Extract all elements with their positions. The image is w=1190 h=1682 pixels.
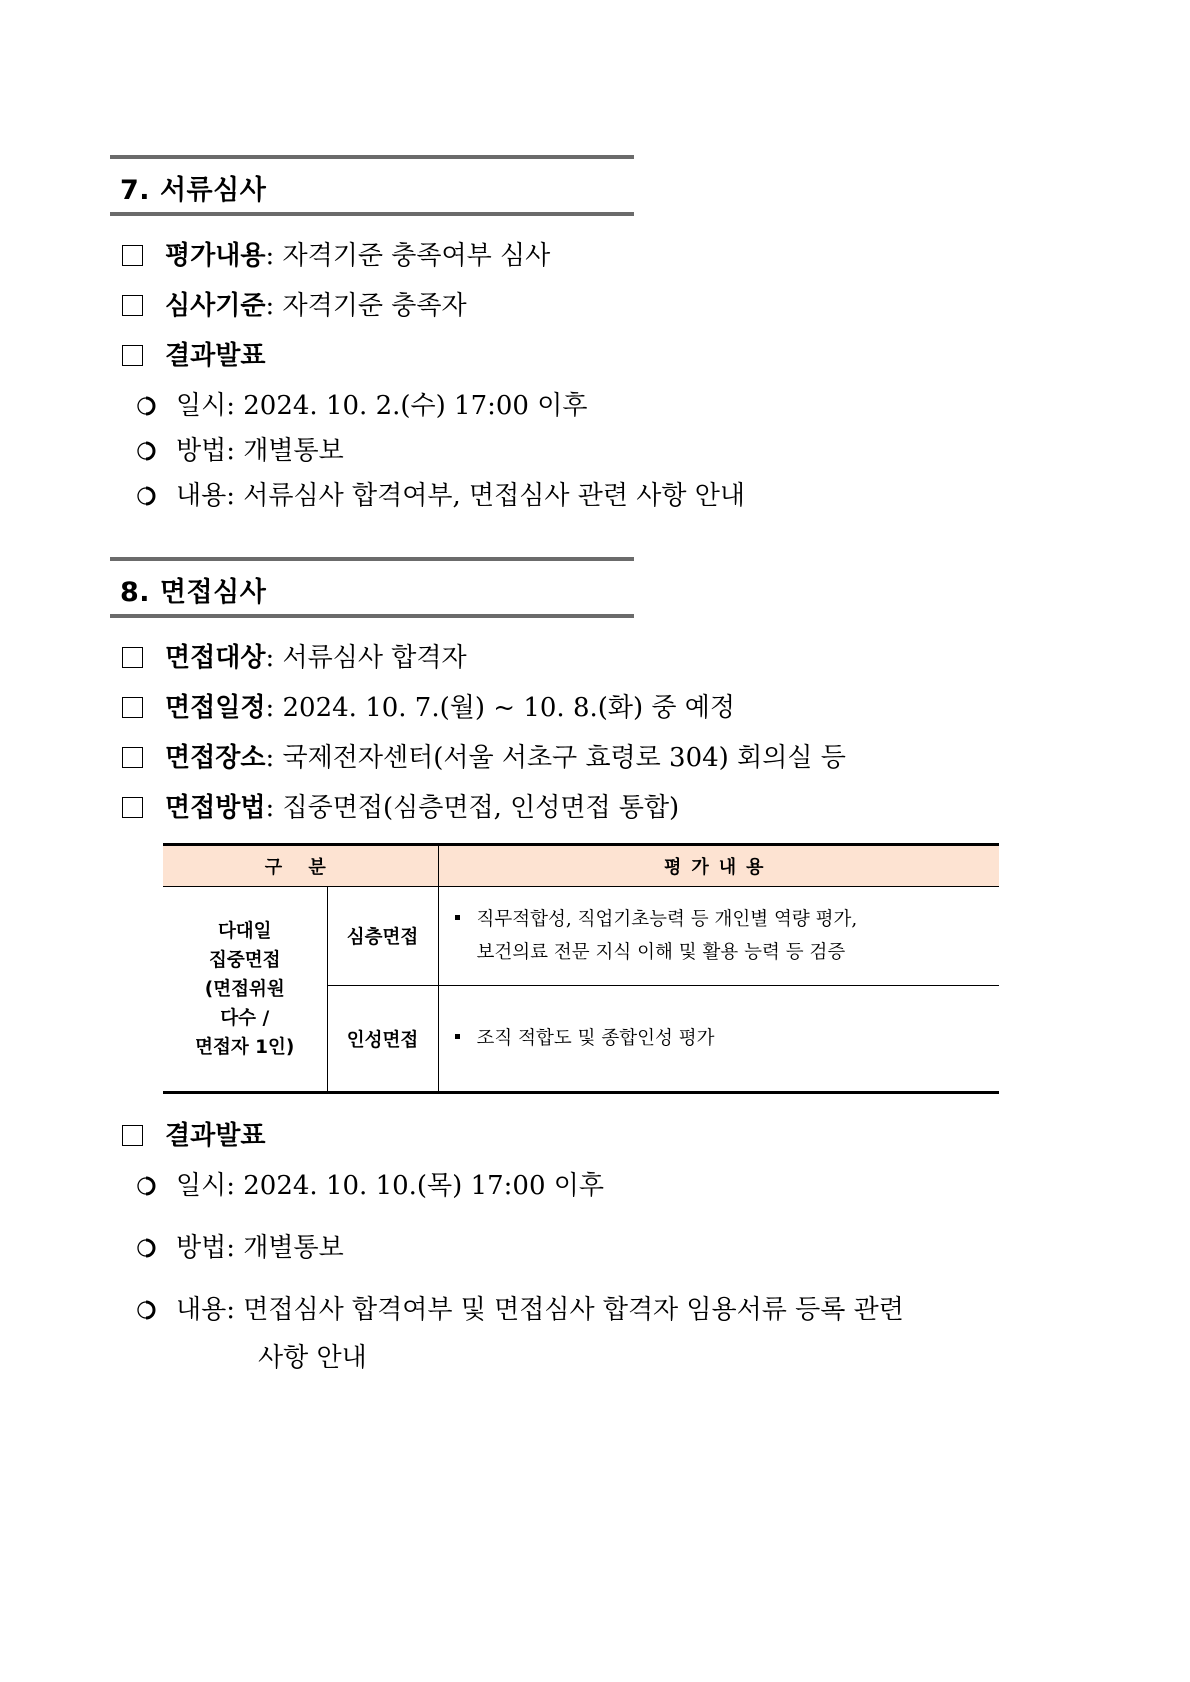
result-heading: 결과발표 xyxy=(122,1120,265,1152)
result-item: 내용: 면접심사 합격여부 및 면접심사 합격자 임용서류 등록 관련 xyxy=(136,1294,904,1326)
section-7-title: 7. 서류심사 xyxy=(120,175,267,206)
interview-item: 면접방법: 집중면접(심층면접, 인성면접 통합) xyxy=(122,792,679,824)
result-item: 내용: 서류심사 합격여부, 면접심사 관련 사항 안내 xyxy=(136,480,745,512)
description-cell: 직무적합성, 직업기초능력 등 개인별 역량 평가, 보건의료 전문 지식 이해 및 활용 능력 등 검증 xyxy=(438,887,999,986)
checkbox-square-icon xyxy=(122,797,143,818)
description-cell: 조직 적합도 및 종합인성 평가 xyxy=(438,986,999,1093)
checkbox-square-icon xyxy=(122,697,143,718)
checkbox-square-icon xyxy=(122,647,143,668)
interview-item: 면접대상: 서류심사 합격자 xyxy=(122,642,467,674)
half-circle-bullet-icon xyxy=(136,486,156,506)
square-bullet-icon xyxy=(455,1034,460,1039)
group-cell: 다대일 집중면접 (면접위원 다수 / 면접자 1인) xyxy=(163,887,327,1093)
checkbox-square-icon xyxy=(122,747,143,768)
section-7-heading xyxy=(110,155,634,216)
type-cell: 심층면접 xyxy=(327,887,438,986)
result-item: 일시: 2024. 10. 2.(수) 17:00 이후 xyxy=(136,390,587,422)
type-cell: 인성면접 xyxy=(346,1029,419,1051)
half-circle-bullet-icon xyxy=(136,1300,156,1320)
result-item: 방법: 개별통보 xyxy=(136,1232,344,1264)
half-circle-bullet-icon xyxy=(136,396,156,416)
table-row xyxy=(163,887,999,986)
criteria-item: 평가내용: 자격기준 충족여부 심사 xyxy=(122,240,550,272)
header-category: 구 분 xyxy=(163,845,438,887)
half-circle-bullet-icon xyxy=(136,1176,156,1196)
interview-item: 면접일정: 2024. 10. 7.(월) ~ 10. 8.(화) 중 예정 xyxy=(122,692,735,724)
section-8-title: 8. 면접심사 xyxy=(120,577,267,608)
checkbox-square-icon xyxy=(122,1125,143,1146)
evaluation-table xyxy=(163,843,999,1094)
half-circle-bullet-icon xyxy=(136,441,156,461)
criteria-item: 결과발표 xyxy=(122,340,265,372)
result-item: 일시: 2024. 10. 10.(목) 17:00 이후 xyxy=(136,1170,604,1202)
result-item: 방법: 개별통보 xyxy=(136,435,344,467)
checkbox-square-icon xyxy=(122,345,143,366)
half-circle-bullet-icon xyxy=(136,1238,156,1258)
interview-item: 면접장소: 국제전자센터(서울 서초구 효령로 304) 회의실 등 xyxy=(122,742,846,774)
square-bullet-icon xyxy=(455,915,460,920)
checkbox-square-icon xyxy=(122,245,143,266)
header-evaluation: 평가내용 xyxy=(438,845,999,887)
result-continuation: 사항 안내 xyxy=(258,1343,367,1373)
checkbox-square-icon xyxy=(122,295,143,316)
table-header-row xyxy=(163,845,999,887)
section-8-heading xyxy=(110,557,634,618)
criteria-item: 심사기준: 자격기준 충족자 xyxy=(122,290,467,322)
